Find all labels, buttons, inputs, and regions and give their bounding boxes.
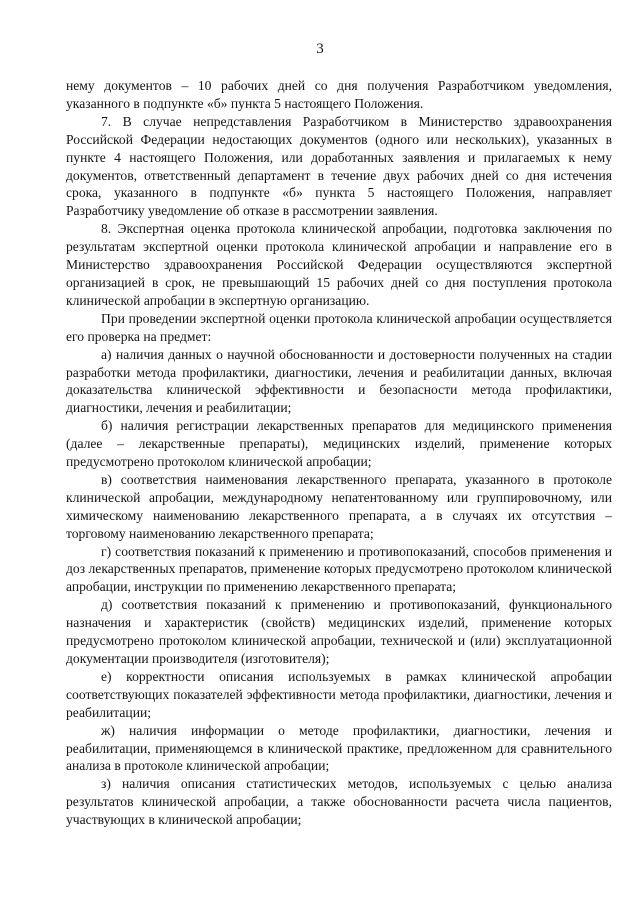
paragraph-subitem-e: е) корректности описания используемых в рамках клинической апробации соответствующих показателей эффективности метода профилактики, диагностики, лечения и реабилитации; [66,668,612,720]
page-number: 3 [316,41,324,57]
paragraph-subitem-d: д) соответствия показаний к применению и противопоказаний, функционального назначения и характеристик (свойств) медицинских изделий, применение которых предусмотрено протоколом клинической апробации, технической и (или) эксплуатационной документации производителя (изготовителя); [66,597,612,666]
paragraph-subitem-g: г) соответствия показаний к применению и противопоказаний, способов применения и доз лекарственных препаратов, применение которых предусмотрено протоколом клинической апробации, инструкции по применению лекарственного препарата; [66,543,612,595]
paragraph-continuation: нему документов – 10 рабочих дней со дня получения Разработчиком уведомления, указанного в подпункте «б» пункта 5 настоящего Положения. [66,78,612,111]
paragraph-subitem-a: а) наличия данных о научной обоснованности и достоверности полученных на стадии разработки метода профилактики, диагностики, лечения и реабилитации данных, включая доказательства клинической эффективности и безопасности метода профилактики, диагностики, лечения и реабилитации; [66,346,612,416]
document-body [66,77,612,829]
paragraph-item-8: 8. Экспертная оценка протокола клинической апробации, подготовка заключения по результатам экспертной оценки протокола клинической апробации и направление его в Министерство здравоохранения Российской Федерации осуществляются экспертной организацией в срок, не превышающий 15 рабочих дней со дня поступления протокола клинической апробации в экспертную организацию. [66,221,612,308]
paragraph-check-intro: При проведении экспертной оценки протокола клинической апробации осуществляется его проверка на предмет: [66,310,612,344]
paragraph-item-7: 7. В случае непредставления Разработчиком в Министерство здравоохранения Российской Федерации недостающих документов (одного или нескольких), указанных в пункте 4 настоящего Положения, или доработанных заявления и прилагаемых к нему документов, ответственный департамент в течение двух рабочих дней со дня истечения срока, указанного в подпункте «б» пункта 5 настоящего Положения, направляет Разработчику уведомление об отказе в рассмотрении заявления. [66,113,612,219]
paragraph-subitem-zh: ж) наличия информации о методе профилактики, диагностики, лечения и реабилитации, применяющемся в клинической практике, предложенном для сравнительного анализа в протоколе клинической апробации; [66,722,612,774]
paragraph-subitem-b: б) наличия регистрации лекарственных препаратов для медицинского применения (далее – лекарственные препараты), медицинских изделий, применение которых предусмотрено протоколом клинической апробации; [66,418,612,470]
paragraph-subitem-v: в) соответствия наименования лекарственного препарата, указанного в протоколе клинической апробации, международному непатентованному или группировочному, или химическому наименованию лекарственного препарата, а в случаях их отсутствия – торговому наименованию лекарственного препарата; [66,471,612,541]
paragraph-subitem-z: з) наличия описания статистических методов, используемых с целью анализа результатов клинической апробации, а также обоснованности расчета числа пациентов, участвующих в клинической апробации; [66,776,612,828]
